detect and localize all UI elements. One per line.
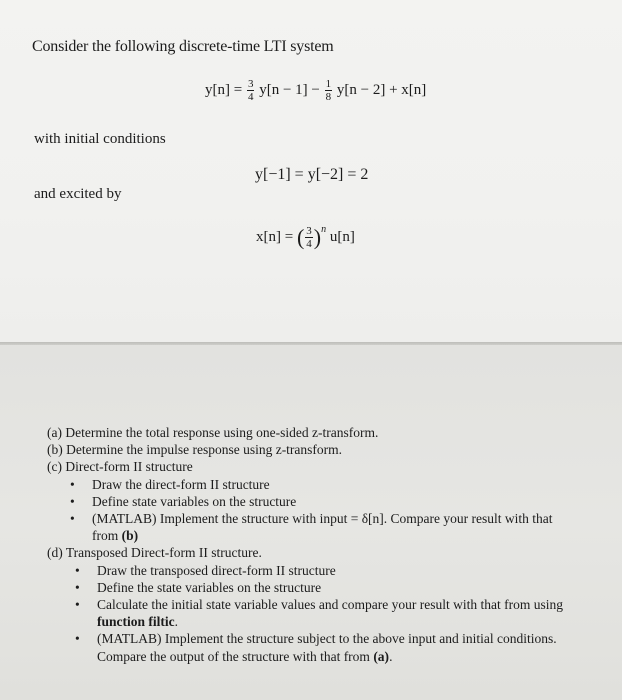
bullet-icon: • — [75, 562, 80, 578]
base-fraction — [305, 225, 313, 250]
bullet-icon: • — [75, 597, 80, 613]
d-bullet-4-text: (MATLAB) Implement the structure subject to the above input and initial conditions. — [97, 631, 557, 647]
question-c: (c) Direct-form II structure — [47, 459, 193, 475]
coef-3-4 — [247, 78, 255, 103]
base-denominator: 4 — [306, 238, 312, 251]
initial-conditions-equation: y[−1] = y[−2] = 2 — [255, 166, 369, 183]
eq-term1: y[n − 1] − — [259, 81, 320, 98]
coef2-numerator: 1 — [325, 78, 332, 90]
excitation-equation — [256, 224, 355, 251]
left-paren: ( — [296, 224, 305, 250]
d-bullet-2 — [42, 579, 612, 596]
c-bullet-3-cont-bold: (b) — [121, 528, 139, 544]
bullet-icon: • — [70, 511, 75, 527]
question-b: (b) Determine the impulse response using z-transform. — [47, 442, 343, 458]
c-bullet-2-text: Define state variables on the structure — [92, 493, 297, 509]
c-bullet-3-text: (MATLAB) Implement the structure with input = δ[n]. Compare your result with that — [92, 511, 553, 527]
d-bullet-4-cont-text: Compare the output of the structure with that from — [97, 648, 370, 664]
d-bullet-4 — [42, 630, 612, 647]
problem-title: Consider the following discrete-time LTI system — [32, 38, 334, 55]
eq-lhs: y[n] = — [205, 81, 243, 98]
d-bullet-2-text: Define the state variables on the structure — [97, 579, 322, 595]
base-numerator: 3 — [306, 225, 312, 238]
exponent: n — [321, 224, 327, 235]
d-bullet-3-text: Calculate the initial state variable values and compare your result with that from using — [97, 597, 563, 613]
c-bullet-1 — [42, 476, 612, 493]
d-bullet-4-cont-bold: (a) — [373, 648, 390, 664]
d-bullet-3-continuation — [42, 613, 612, 630]
bullet-icon: • — [70, 493, 75, 509]
d-bullet-3 — [42, 596, 612, 613]
bullet-icon: • — [75, 579, 80, 595]
d-bullet-1-text: Draw the transposed direct-form II structure — [97, 562, 336, 578]
x-lhs: x[n] = — [256, 229, 294, 245]
coef1-denominator: 4 — [247, 91, 254, 103]
c-bullet-3-cont-text: from — [92, 528, 119, 544]
coef2-denominator: 8 — [325, 91, 332, 103]
c-bullet-1-text: Draw the direct-form II structure — [92, 476, 270, 492]
coef-1-8 — [325, 78, 333, 103]
excitation-label: and excited by — [34, 186, 122, 202]
c-bullet-3 — [42, 510, 612, 527]
coef1-numerator: 3 — [247, 78, 254, 90]
d-bullet-4-cont-period: . — [389, 648, 393, 664]
question-d: (d) Transposed Direct-form II structure. — [47, 545, 262, 561]
eq-term2: y[n − 2] + x[n] — [336, 81, 427, 98]
unit-step: u[n] — [329, 229, 355, 245]
initial-conditions-label: with initial conditions — [34, 131, 166, 147]
d-bullet-4-continuation — [42, 648, 612, 665]
right-paren: ) — [313, 224, 322, 250]
c-bullet-3-continuation — [42, 527, 612, 544]
question-list — [42, 424, 612, 665]
d-bullet-3-cont-bold: function filtic — [97, 614, 175, 630]
question-a: (a) Determine the total response using one-sided z-transform. — [47, 425, 379, 440]
bullet-icon: • — [70, 476, 75, 492]
d-bullet-3-cont-period: . — [174, 614, 178, 630]
bullet-icon: • — [75, 631, 80, 647]
d-bullet-1 — [42, 562, 612, 579]
system-equation — [205, 78, 426, 103]
c-bullet-2 — [42, 493, 612, 510]
